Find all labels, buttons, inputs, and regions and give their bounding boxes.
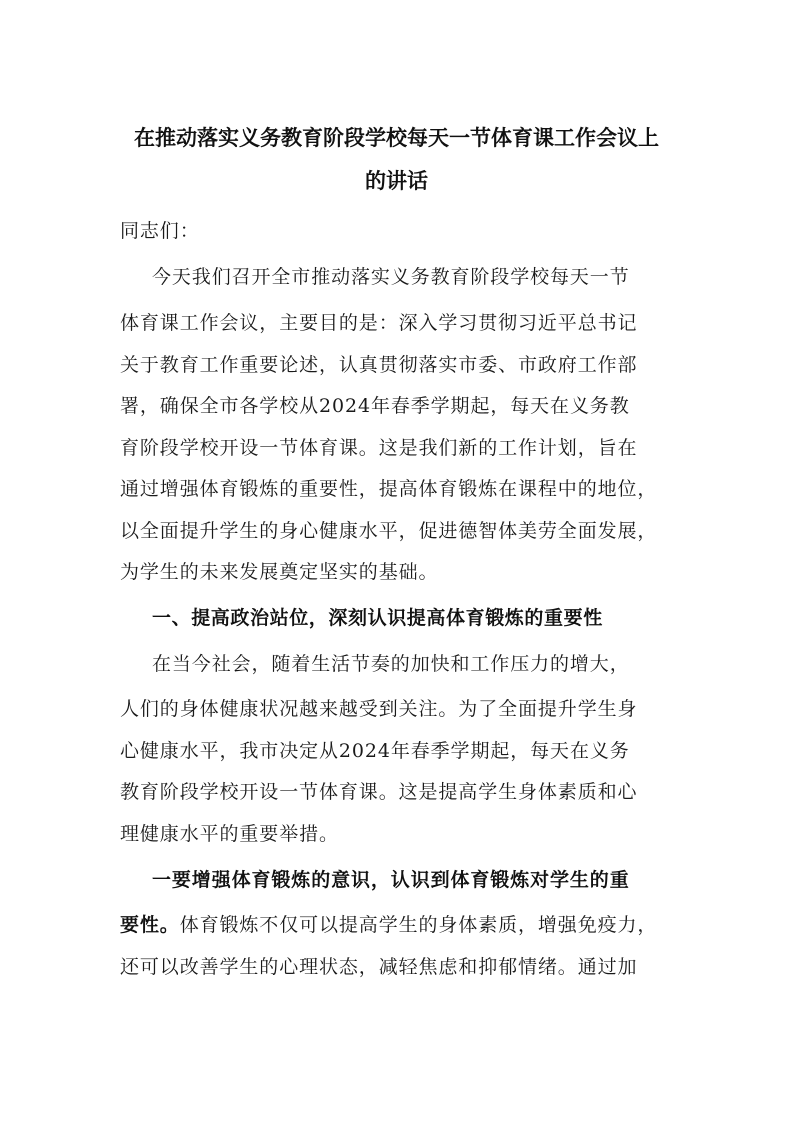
paragraph-line: 在当今社会，随着生活节奏的加快和工作压力的增大，	[152, 653, 630, 675]
paragraph-line: 为学生的未来发展奠定坚实的基础。	[120, 561, 439, 583]
paragraph-line: 还可以改善学生的心理状态，减轻焦虑和抑郁情绪。通过加	[120, 956, 638, 978]
paragraph-line: 心健康水平，我市决定从2024年春季学期起，每天在义务	[120, 740, 630, 762]
paragraph-line: 教育阶段学校开设一节体育课。这是提高学生身体素质和心	[120, 781, 638, 803]
paragraph-line: 今天我们召开全市推动落实义务教育阶段学校每天一节	[152, 266, 630, 288]
paragraph-line: 关于教育工作重要论述，认真贯彻落实市委、市政府工作部	[120, 354, 638, 376]
paragraph-line: 署，确保全市各学校从2024年春季学期起，每天在义务教	[120, 395, 630, 417]
paragraph-line: 育阶段学校开设一节体育课。这是我们新的工作计划，旨在	[120, 437, 638, 459]
subpoint-heading-end: 要性。	[120, 914, 180, 936]
salutation: 同志们：	[120, 220, 200, 242]
subpoint-heading: 一要增强体育锻炼的意识，认识到体育锻炼对学生的重	[152, 869, 630, 891]
paragraph-line: 理健康水平的重要举措。	[120, 823, 339, 845]
document-title: 在推动落实义务教育阶段学校每天一节体育课工作会议上	[134, 126, 659, 150]
paragraph-line: 体育课工作会议，主要目的是：深入学习贯彻习近平总书记	[120, 312, 638, 334]
paragraph-line: 人们的身体健康状况越来越受到关注。为了全面提升学生身	[120, 698, 638, 720]
document-title-continued: 的讲话	[365, 169, 428, 193]
paragraph-line: 通过增强体育锻炼的重要性，提高体育锻炼在课程中的地位，	[120, 478, 658, 500]
paragraph-text: 体育锻炼不仅可以提高学生的身体素质，增强免疫力，	[179, 914, 658, 936]
paragraph-line: 以全面提升学生的身心健康水平，促进德智体美劳全面发展，	[120, 520, 658, 542]
section-heading: 一、提高政治站位，深刻认识提高体育锻炼的重要性	[152, 607, 603, 629]
paragraph-line	[120, 912, 680, 938]
